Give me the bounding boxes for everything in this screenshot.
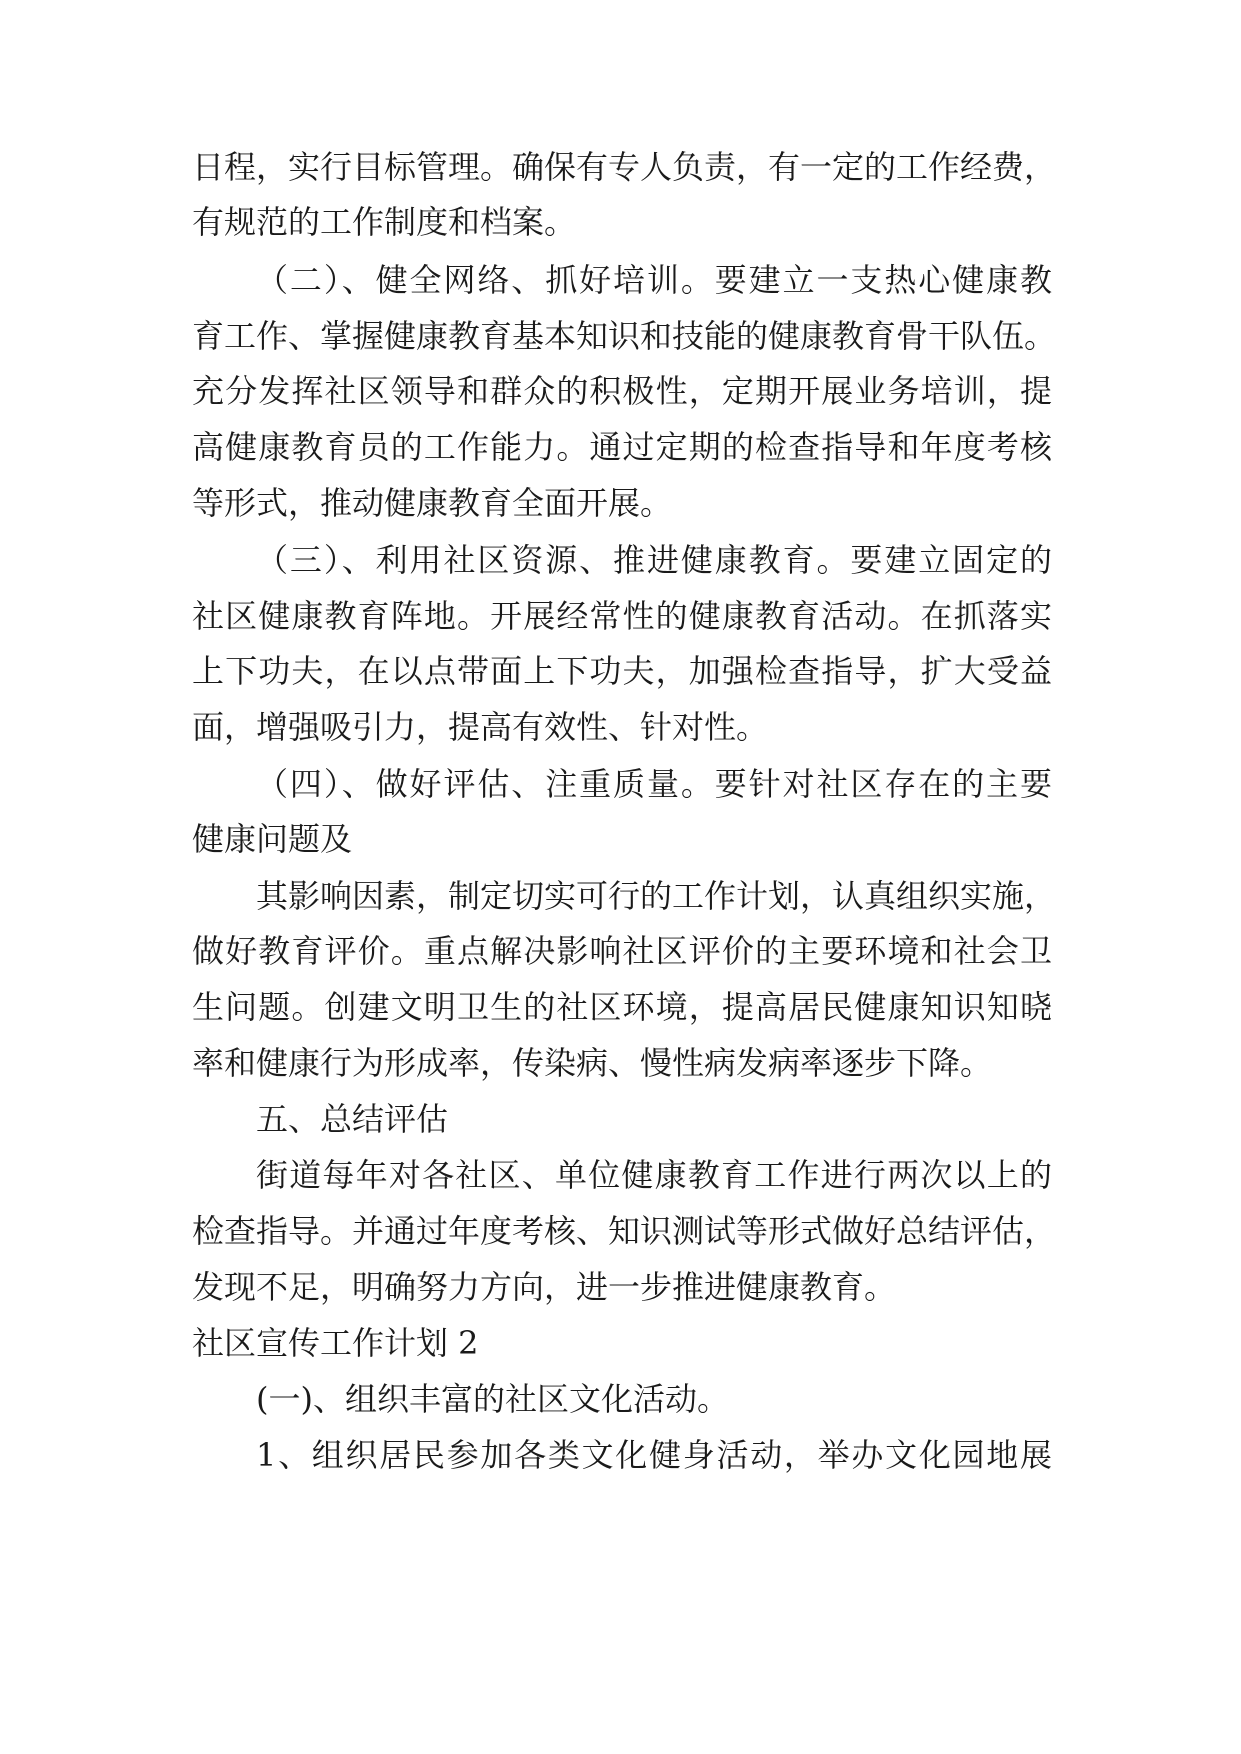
text-line: 高健康教育员的工作能力。通过定期的检查指导和年度考核 [192, 428, 1052, 466]
section-heading-3: （三）、利用社区资源、推进健康教育。要建立固定的 [256, 541, 1052, 579]
text-line: 上下功夫，在以点带面上下功夫，加强检查指导，扩大受益 [192, 652, 1052, 690]
document-subtitle: 社区宣传工作计划 2 [192, 1324, 479, 1362]
text-line: 1、组织居民参加各类文化健身活动，举办文化园地展 [256, 1436, 1052, 1474]
text-line: 等形式，推动健康教育全面开展。 [192, 484, 673, 522]
text-line: 生问题。创建文明卫生的社区环境，提高居民健康知识知晓 [192, 988, 1052, 1026]
section-heading-2: （二）、健全网络、抓好培训。要建立一支热心健康教 [256, 261, 1052, 299]
text-line: 日程，实行目标管理。确保有专人负责，有一定的工作经费， [192, 148, 1057, 186]
text-line: 率和健康行为形成率，传染病、慢性病发病率逐步下降。 [192, 1044, 993, 1082]
text-line: 发现不足，明确努力方向，进一步推进健康教育。 [192, 1268, 897, 1306]
section-heading-5: 五、总结评估 [256, 1100, 449, 1138]
text-line: 面，增强吸引力，提高有效性、针对性。 [192, 708, 769, 746]
text-line: 健康问题及 [192, 820, 353, 858]
section-heading-1: (一)、组织丰富的社区文化活动。 [256, 1380, 729, 1418]
text-line: 街道每年对各社区、单位健康教育工作进行两次以上的 [256, 1156, 1052, 1194]
text-line: 做好教育评价。重点解决影响社区评价的主要环境和社会卫 [192, 932, 1052, 970]
text-line: 充分发挥社区领导和群众的积极性，定期开展业务培训，提 [192, 372, 1052, 410]
text-line: 社区健康教育阵地。开展经常性的健康教育活动。在抓落实 [192, 597, 1052, 635]
text-line: 检查指导。并通过年度考核、知识测试等形式做好总结评估， [192, 1212, 1057, 1250]
section-heading-4: （四）、做好评估、注重质量。要针对社区存在的主要 [256, 765, 1052, 803]
text-line: 育工作、掌握健康教育基本知识和技能的健康教育骨干队伍。 [192, 317, 1057, 355]
text-line: 其影响因素，制定切实可行的工作计划，认真组织实施， [256, 877, 1057, 915]
text-line: 有规范的工作制度和档案。 [192, 203, 577, 241]
